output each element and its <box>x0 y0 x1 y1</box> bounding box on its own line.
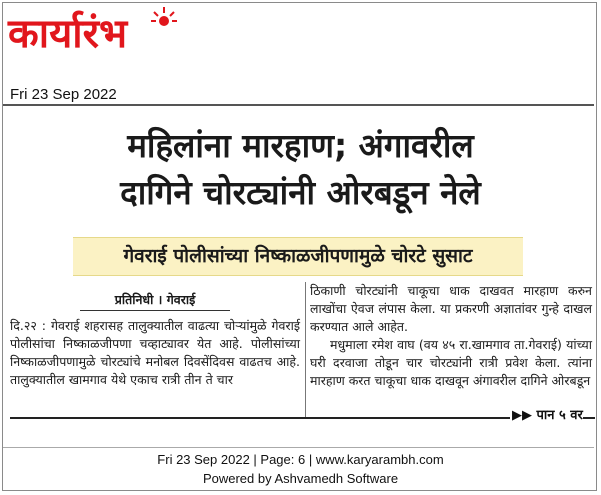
sun-icon <box>150 4 178 30</box>
headline-line-2: दागिने चोरट्यांनी ओरबडून नेले <box>120 173 481 212</box>
article-column-left <box>10 290 300 389</box>
edition-date: Fri 23 Sep 2022 <box>10 86 117 103</box>
article-paragraph <box>10 317 300 389</box>
article-bottom-rule <box>10 417 595 419</box>
headline-line-1: महिलांना मारहाण; अंगावरील <box>127 126 474 165</box>
footer-page-info: Fri 23 Sep 2022 | Page: 6 | www.karyarambh.com <box>157 452 444 467</box>
continued-label: पान ५ वर <box>536 408 583 423</box>
subheadline-band <box>73 237 523 276</box>
article-subheadline: गेवराई पोलीसांच्या निष्काळजीपणामुळे चोरटे सुसाट <box>123 245 473 267</box>
continued-on-link[interactable] <box>510 405 583 423</box>
masthead-divider <box>3 104 594 106</box>
footer-divider <box>3 447 594 448</box>
right-column-text-2: मधुमाला रमेश वाघ (वय ४५ रा.खामगाव ता.गेवराई) यांच्या घरी दरवाजा तोडून चार चोरट्यांनी रात्री प्रवेश केला. त्यांना मारहाण करत चाकूचा धाक दाखवून अंगावरील दागिने ओरबडून <box>310 337 592 388</box>
article-column-right <box>310 282 592 390</box>
article-headline <box>0 122 601 216</box>
column-divider <box>305 282 306 417</box>
article-paragraph <box>310 282 592 390</box>
right-column-text-1: ठिकाणी चोरट्यांनी चाकूचा धाक दाखवत मारहाण करुन लाखोंचा ऐवज लंपास केला. या प्रकरणी अज्ञातांवर गुन्हे दाखल करण्यात आले आहेत. <box>310 283 592 334</box>
logo-wordmark: कार्यारंभ <box>8 11 128 57</box>
left-column-text: दि.२२ : गेवराई शहरासह तालुक्यातील वाढत्या चोऱ्यांमुळे गेवराई पोलीसांचा निष्काळजीपणा चव्हाट्यावर येत आहे. पोलीसांच्या निष्काळजीपणामुळे चोरट्यांचे मनोबल दिवसेंदिवस वाढतच आहे. तालुक्यातील खामगाव येथे एकाच रात्री तीन ते चार <box>10 318 300 387</box>
double-arrow-icon: ▶▶ <box>512 408 532 423</box>
footer-powered-by: Powered by Ashvamedh Software <box>202 471 399 486</box>
masthead-logo <box>8 4 208 66</box>
byline: प्रतिनिधी । गेवराई <box>80 290 230 311</box>
